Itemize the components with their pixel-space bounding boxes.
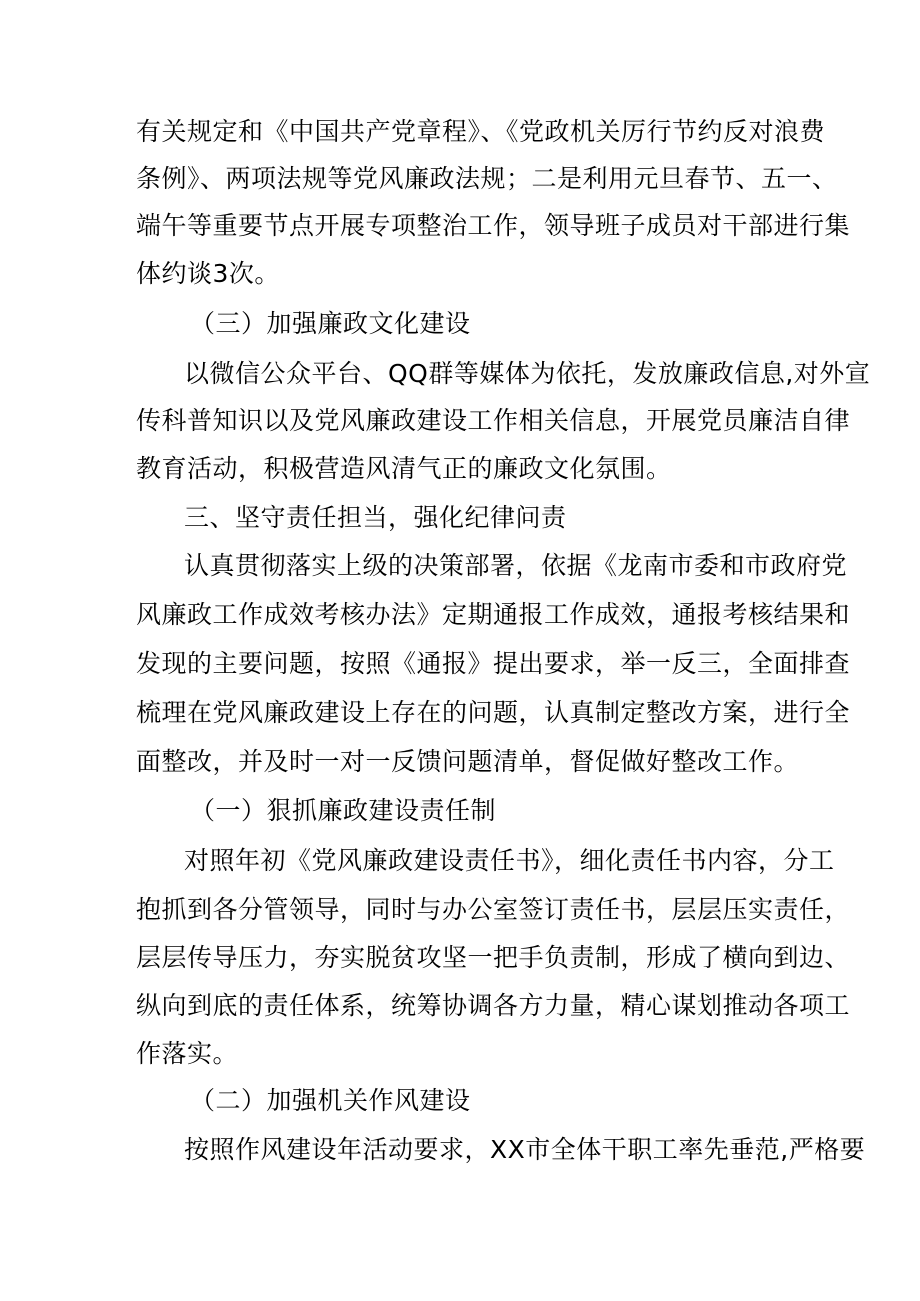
paragraph-line: 按照作风建设年活动要求，XX市全体干职工率先垂范,严格要 xyxy=(184,1135,866,1164)
section-heading: 三、坚守责任担当，强化纪律问责 xyxy=(184,503,567,532)
paragraph-line: 有关规定和《中国共产党章程》、《党政机关厉行节约反对浪费 xyxy=(136,117,826,146)
paragraph-line: 以微信公众平台、QQ群等媒体为依托，发放廉政信息,对外宣 xyxy=(184,359,871,388)
paragraph-line: 层层传导压力，夯实脱贫攻坚一把手负责制，形成了横向到边、 xyxy=(136,943,851,972)
paragraph-line: 体约谈3次。 xyxy=(136,259,280,288)
paragraph-line: 作落实。 xyxy=(136,1039,239,1068)
section-heading: （二）加强机关作风建设 xyxy=(190,1086,471,1115)
paragraph-line: 风廉政工作成效考核办法》定期通报工作成效，通报考核结果和 xyxy=(136,600,851,629)
section-heading: （一）狠抓廉政建设责任制 xyxy=(190,796,497,825)
paragraph-line: 梳理在党风廉政建设上存在的问题，认真制定整改方案，进行全 xyxy=(136,698,851,727)
paragraph-line: 认真贯彻落实上级的决策部署，依据《龙南市委和市政府党 xyxy=(184,551,848,580)
section-heading: （三）加强廉政文化建设 xyxy=(190,309,471,338)
paragraph-line: 传科普知识以及党风廉政建设工作相关信息，开展党员廉洁自律 xyxy=(136,406,851,435)
paragraph-line: 纵向到底的责任体系，统筹协调各方力量，精心谋划推动各项工 xyxy=(136,991,851,1020)
paragraph-line: 面整改，并及时一对一反馈问题清单，督促做好整改工作。 xyxy=(136,747,800,776)
paragraph-line: 抱抓到各分管领导，同时与办公室签订责任书，层层压实责任， xyxy=(136,895,851,924)
paragraph-line: 条例》、两项法规等党风廉政法规；二是利用元旦春节、五一、 xyxy=(136,164,838,193)
paragraph-line: 对照年初《党风廉政建设责任书》，细化责任书内容，分工 xyxy=(184,846,835,875)
paragraph-line: 端午等重要节点开展专项整治工作，领导班子成员对干部进行集 xyxy=(136,211,851,240)
paragraph-line: 教育活动，积极营造风清气正的廉政文化氛围。 xyxy=(136,454,672,483)
paragraph-line: 发现的主要问题，按照《通报》提出要求，举一反三，全面排查 xyxy=(136,649,851,678)
